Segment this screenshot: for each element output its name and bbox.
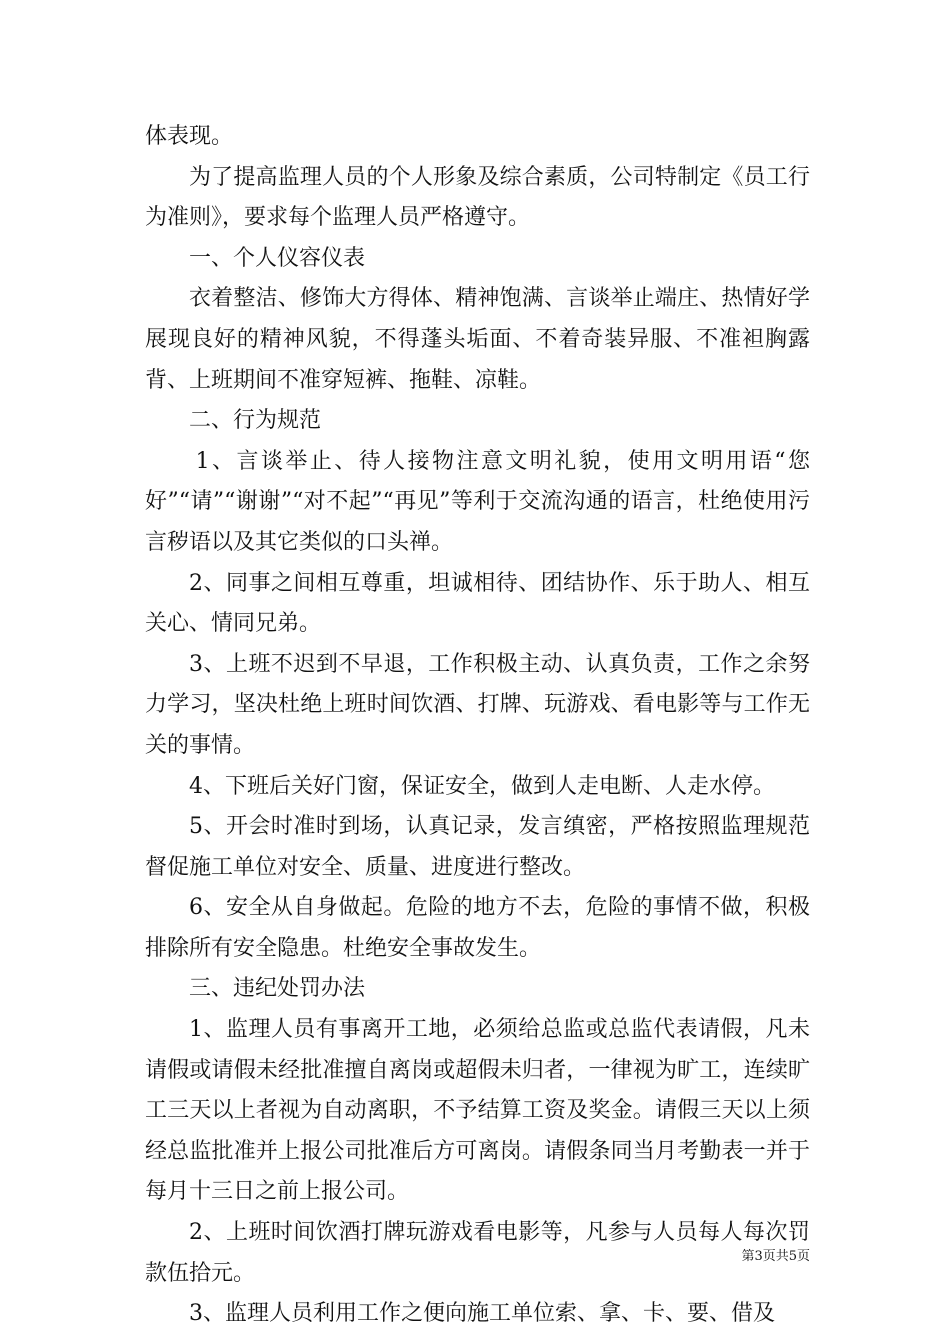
- conduct-item-3: 3、上班不迟到不早退，工作积极主动、认真负责，工作之余努力学习，坚决杜绝上班时间饮酒、打牌、玩游戏、看电影等与工作无关的事情。: [145, 651, 810, 758]
- document-body: [145, 117, 810, 1335]
- conduct-item-1: 1、言谈举止、待人接物注意文明礼貌，使用文明用语“您好”“请”“谢谢”“对不起”“再见”等利于交流沟通的语言，杜绝使用污言秽语以及其它类似的口头禅。: [145, 448, 810, 555]
- penalty-item-3: 3、监理人员利用工作之便向施工单位索、拿、卡、要、借及: [189, 1301, 775, 1327]
- paragraph-continuation: 体表现。: [145, 124, 234, 149]
- section-heading-penalties: 三、违纪处罚办法: [189, 976, 366, 1002]
- section-heading-conduct: 二、行为规范: [189, 408, 322, 434]
- penalty-item-2: 2、上班时间饮酒打牌玩游戏看电影等，凡参与人员每人每次罚款伍拾元。: [145, 1220, 810, 1286]
- penalty-item-1: 1、监理人员有事离开工地，必须给总监或总监代表请假，凡未请假或请假未经批准擅自离岗或超假未归者，一律视为旷工，连续旷工三天以上者视为自动离职，不予结算工资及奖金。请假三天以上须经总监批准并上报公司批准后方可离岗。请假条同当月考勤表一并于每月十三日之前上报公司。: [145, 1017, 810, 1205]
- page-number: 第3页共5页: [741, 1249, 810, 1264]
- paragraph-appearance: 衣着整洁、修饰大方得体、精神饱满、言谈举止端庄、热情好学展现良好的精神风貌，不得蓬头垢面、不着奇装异服、不准袒胸露背、上班期间不准穿短裤、拖鞋、凉鞋。: [145, 286, 810, 393]
- conduct-item-5: 5、开会时准时到场，认真记录，发言缜密，严格按照监理规范督促施工单位对安全、质量、进度进行整改。: [145, 814, 810, 880]
- section-heading-appearance: 一、个人仪容仪表: [189, 245, 366, 271]
- conduct-item-2: 2、同事之间相互尊重，坦诚相待、团结协作、乐于助人、相互关心、情同兄弟。: [145, 570, 810, 637]
- conduct-item-4: 4、下班后关好门窗，保证安全，做到人走电断、人走水停。: [189, 773, 775, 799]
- conduct-item-6: 6、安全从自身做起。危险的地方不去，危险的事情不做，积极排除所有安全隐患。杜绝安全事故发生。: [145, 895, 810, 961]
- paragraph-intro: 为了提高监理人员的个人形象及综合素质，公司特制定《员工行为准则》，要求每个监理人员严格遵守。: [145, 164, 810, 231]
